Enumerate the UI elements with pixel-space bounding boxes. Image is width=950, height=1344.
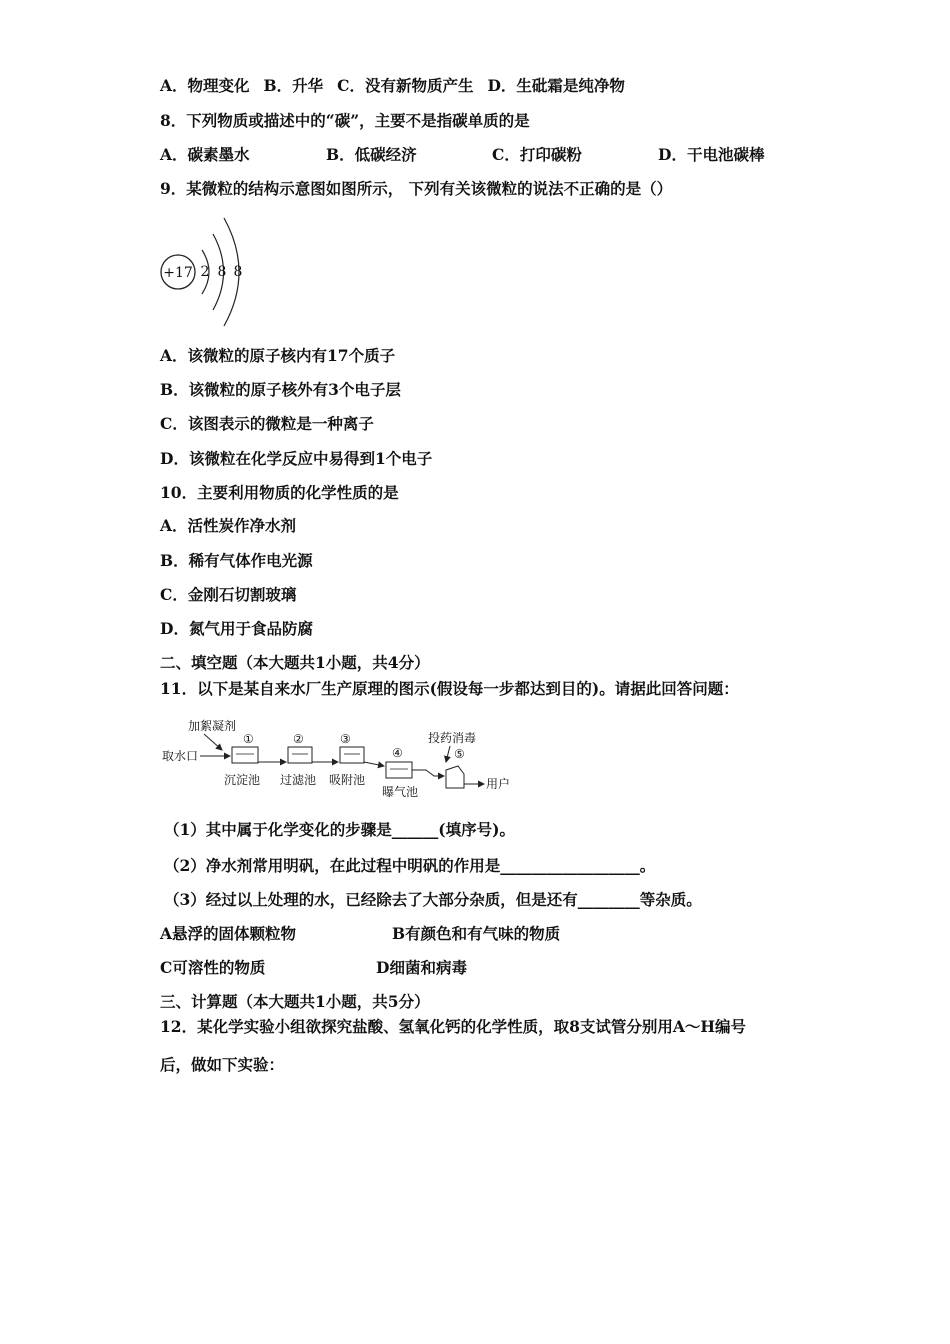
step1-tank: [232, 747, 258, 763]
step1-number: ①: [243, 732, 254, 746]
step2-tank: [288, 747, 312, 763]
flow-line-5: [412, 770, 444, 776]
flow-line-4: [364, 762, 384, 766]
step5-tank: [446, 766, 464, 788]
atom-structure-diagram: [158, 212, 258, 330]
section2-title: 二、填空题（本大题共1小题，共4分）: [160, 653, 430, 672]
q10-stem: 10．主要利用物质的化学性质的是: [160, 483, 399, 502]
q11-stem: 11．以下是某自来水厂生产原理的图示(假设每一步都达到目的)。请据此回答问题：: [160, 679, 739, 698]
step3-tank: [340, 747, 364, 763]
q9-option-c: C．该图表示的微粒是一种离子: [160, 414, 374, 433]
q11-choice-b: B有颜色和有气味的物质: [392, 924, 561, 943]
q8-option-d: D．干电池碳棒: [658, 145, 765, 164]
q11-sub1: （1）其中属于化学变化的步骤是______(填序号)。: [164, 820, 515, 839]
q11-choices-row1: [160, 924, 560, 944]
q9-option-d: D．该微粒在化学反应中易得到1个电子: [160, 449, 433, 468]
q8-option-a: A．碳素墨水: [160, 145, 250, 164]
shell-electrons-3: 8: [233, 264, 243, 280]
q11-choice-a: A悬浮的固体颗粒物: [160, 924, 297, 943]
source-label: 取水口: [162, 749, 199, 763]
step4-number: ④: [392, 746, 403, 760]
shell-electrons-1: 2: [200, 264, 210, 280]
q11-sub3: （3）经过以上处理的水，已经除去了大部分杂质，但是还有________等杂质。: [164, 890, 702, 909]
step4-tank: [386, 762, 412, 778]
q8-option-b: B．低碳经济: [326, 145, 417, 164]
step4-name: 曝气池: [382, 785, 419, 799]
q9-option-b: B．该微粒的原子核外有3个电子层: [160, 380, 401, 399]
water-treatment-flow-diagram: [158, 716, 518, 802]
additive-disinfect-arrow: [446, 746, 450, 762]
q7-option-a: A．物理变化: [160, 76, 250, 95]
shell-electrons-2: 8: [217, 264, 227, 280]
q10-option-a: A．活性炭作净水剂: [160, 516, 297, 535]
additive-flocculant-arrow: [204, 734, 222, 750]
q9-stem: 9．某微粒的结构示意图如图所示， 下列有关该微粒的说法不正确的是（）: [160, 179, 673, 198]
step3-name: 吸附池: [329, 773, 366, 787]
q11-choice-c: C可溶性的物质: [160, 958, 266, 977]
q8-stem: 8．下列物质或描述中的“碳”，主要不是指碳单质的是: [160, 111, 530, 130]
q7-option-b: B．升华: [263, 76, 324, 95]
q12-line1: 12．某化学实验小组欲探究盐酸、氢氧化钙的化学性质，取8支试管分别用A～H编号: [160, 1017, 747, 1036]
q7-option-c: C．没有新物质产生: [337, 76, 474, 95]
nucleus-charge: +17: [163, 265, 193, 281]
step2-name: 过滤池: [280, 773, 317, 787]
q8-option-c: C．打印碳粉: [492, 145, 582, 164]
q12-line2: 后，做如下实验：: [160, 1055, 285, 1074]
additive-flocculant-label: 加絮凝剂: [188, 719, 237, 733]
q10-option-b: B．稀有气体作电光源: [160, 551, 313, 570]
end-user-label: 用户: [486, 777, 511, 791]
q9-option-a: A．该微粒的原子核内有17个质子: [160, 346, 396, 365]
step5-number: ⑤: [454, 747, 465, 761]
q10-option-d: D．氮气用于食品防腐: [160, 619, 313, 638]
q11-choices-row2: [160, 958, 467, 978]
additive-disinfect-label: 投药消毒: [428, 731, 477, 745]
q7-option-d: D．生砒霜是纯净物: [487, 76, 625, 95]
q11-sub2: （2）净水剂常用明矾，在此过程中明矾的作用是__________________。: [164, 856, 656, 875]
step3-number: ③: [340, 732, 351, 746]
q8-options: [160, 145, 764, 165]
q10-option-c: C．金刚石切割玻璃: [160, 585, 297, 604]
q11-choice-d: D细菌和病毒: [376, 958, 467, 977]
section3-title: 三、计算题（本大题共1小题，共5分）: [160, 992, 430, 1011]
step1-name: 沉淀池: [224, 773, 261, 787]
step2-number: ②: [293, 732, 304, 746]
q7-options: [160, 76, 625, 96]
